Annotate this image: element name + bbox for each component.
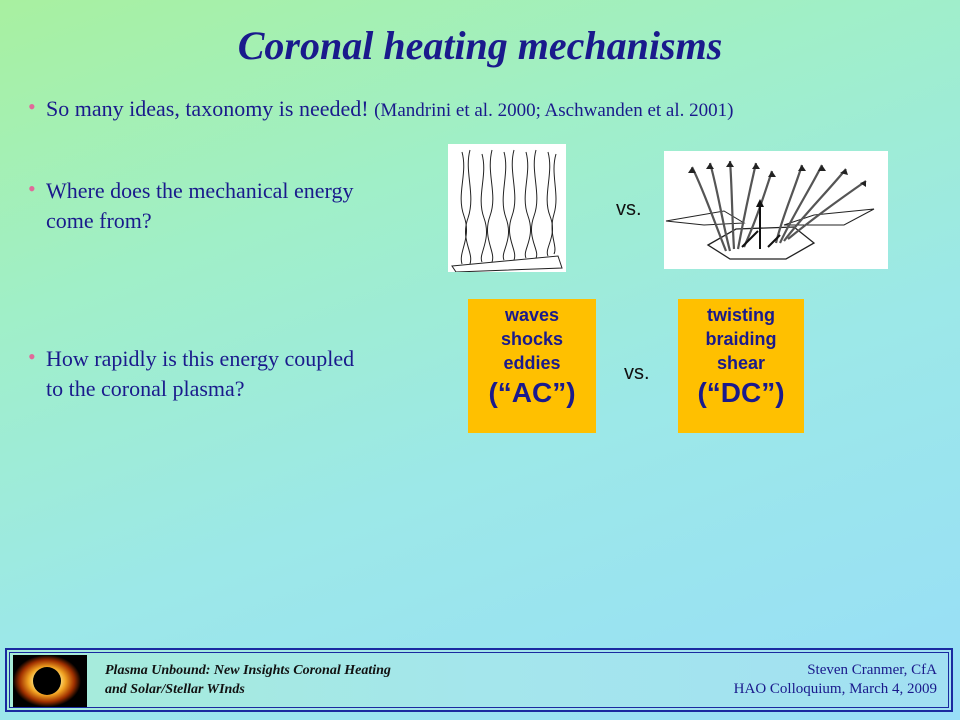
slide-footer xyxy=(5,648,953,712)
footer-title-line: Plasma Unbound: New Insights Coronal Heating xyxy=(105,663,391,678)
footer-venue-line: HAO Colloquium, March 4, 2009 xyxy=(733,681,937,697)
bullet-energy-source xyxy=(28,176,366,236)
ac-line: waves xyxy=(504,305,560,325)
bullet-text: How rapidly is this energy coupled to the coronal plasma? xyxy=(46,346,355,401)
bullet-coupling xyxy=(28,344,366,404)
dc-label: (“DC”) xyxy=(697,377,785,408)
bullet-taxonomy xyxy=(28,94,734,126)
vs-label-figures: vs. xyxy=(616,198,642,220)
ac-line: shocks xyxy=(500,329,564,349)
dc-mechanisms-box xyxy=(678,299,804,433)
ac-label: (“AC”) xyxy=(488,377,576,408)
ac-line: eddies xyxy=(503,353,561,373)
ac-mechanisms-box xyxy=(468,299,596,433)
citation: (Mandrini et al. 2000; Aschwanden et al. 2001) xyxy=(374,100,734,121)
dc-line: twisting xyxy=(707,305,775,325)
dc-line: braiding xyxy=(705,329,777,349)
waves-field-lines-figure xyxy=(448,144,566,272)
vs-label-boxes: vs. xyxy=(624,362,650,384)
bullet-dot: • xyxy=(28,176,36,201)
footer-author xyxy=(734,661,937,699)
braiding-field-lines-figure xyxy=(664,151,888,269)
bullet-dot: • xyxy=(28,94,36,119)
bullet-text: So many ideas, taxonomy is needed! xyxy=(46,96,369,121)
bullet-text: Where does the mechanical energy come from? xyxy=(46,178,354,233)
footer-title-line: and Solar/Stellar WInds xyxy=(105,682,245,697)
footer-talk-title xyxy=(105,661,391,699)
slide-title: Coronal heating mechanisms xyxy=(237,23,723,68)
footer-author-line: Steven Cranmer, CfA xyxy=(807,662,937,678)
dc-line: shear xyxy=(716,353,766,373)
bullet-dot: • xyxy=(28,344,36,369)
eclipse-sun-icon xyxy=(13,655,87,707)
